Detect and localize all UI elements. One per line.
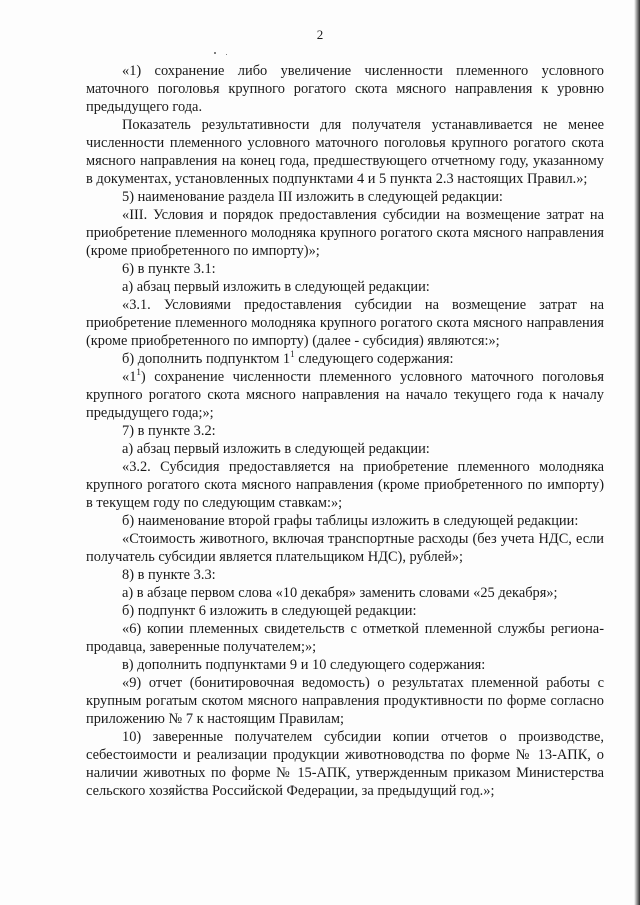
paragraph: «1) сохранение либо увеличение численности племенного условного маточного поголовья крупного рогатого скота мясного направления к уровню предыдущего года. [86, 63, 604, 115]
page-number: 2 [316, 27, 324, 42]
paragraph: в) дополнить подпунктами 9 и 10 следующего содержания: [122, 657, 486, 673]
text-run: следующего содержания: [294, 351, 454, 367]
paragraph: 6) в пункте 3.1: [122, 261, 216, 277]
paragraph: 5) наименование раздела III изложить в следующей редакции: [122, 189, 503, 205]
text-run: б) дополнить подпунктом 1 [122, 351, 291, 367]
document-body [86, 62, 604, 800]
paragraph-with-superscript [86, 350, 604, 368]
paragraph: 8) в пункте 3.3: [122, 567, 216, 583]
text-run: ) сохранение численности племенного условного маточного поголовья крупного рогатого скота мясного направления на начало текущего года к началу предыдущего года;»; [86, 369, 604, 421]
scan-edge-shadow [634, 0, 640, 905]
paragraph: 7) в пункте 3.2: [122, 423, 216, 439]
paragraph: 10) заверенные получателем субсидии копии отчетов о производстве, себестоимости и реализации продукции животноводства по форме № 13-АПК, о наличии животных по форме № 15-АПК, утвержденным приказом Министерства сельского хозяйства Российской Федерации, за предыдущий год.»; [86, 729, 604, 799]
paragraph-with-superscript [86, 368, 604, 422]
scan-speck [226, 54, 227, 55]
paragraph: а) абзац первый изложить в следующей редакции: [122, 441, 430, 457]
paragraph: «6) копии племенных свидетельств с отметкой племенной службы региона-продавца, заверенные получателем;»; [86, 621, 604, 655]
paragraph: Показатель результативности для получателя устанавливается не менее численности племенного условного маточного поголовья крупного рогатого скота мясного направления на конец года, предшествующего отчетному году, указанному в документах, установленных подпунктами 4 и 5 пункта 2.3 настоящих Правил.»; [86, 117, 604, 187]
paragraph: б) подпункт 6 изложить в следующей редакции: [122, 603, 417, 619]
scan-speck [214, 52, 216, 54]
superscript: 1 [290, 349, 295, 360]
paragraph: «III. Условия и порядок предоставления субсидии на возмещение затрат на приобретение племенного молодняка крупного рогатого скота мясного направления (кроме приобретенного по импорту)»; [86, 207, 604, 259]
paragraph: «Стоимость животного, включая транспортные расходы (без учета НДС, если получатель субсидии является плательщиком НДС), рублей»; [86, 531, 604, 565]
paragraph: «9) отчет (бонитировочная ведомость) о результатах племенной работы с крупным рогатым скотом мясного направления продуктивности по форме согласно приложению № 7 к настоящим Правилам; [86, 675, 604, 727]
text-run: «1 [122, 369, 137, 385]
paragraph: б) наименование второй графы таблицы изложить в следующей редакции: [122, 513, 579, 529]
paragraph: а) абзац первый изложить в следующей редакции: [122, 279, 430, 295]
paragraph: а) в абзаце первом слова «10 декабря» заменить словами «25 декабря»; [122, 585, 558, 601]
paragraph: «3.2. Субсидия предоставляется на приобретение племенного молодняка крупного рогатого скота мясного направления (кроме приобретенного по импорту) в текущем году по следующим ставкам:»; [86, 459, 604, 511]
paragraph: «3.1. Условиями предоставления субсидии на возмещение затрат на приобретение племенного молодняка крупного рогатого скота мясного направления (кроме приобретенного по импорту) (далее - субсидия) являются:»; [86, 297, 604, 349]
superscript: 1 [136, 367, 141, 378]
